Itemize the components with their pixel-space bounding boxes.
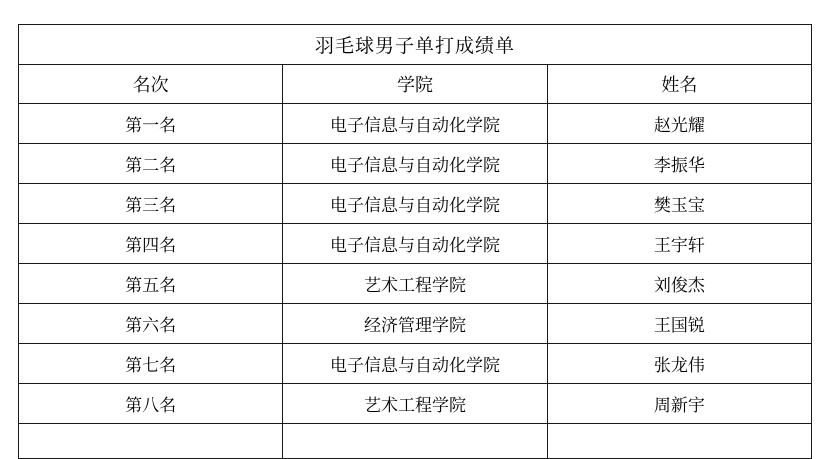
column-header-college: 学院 <box>283 65 547 104</box>
table-header-row <box>19 65 812 104</box>
table-row <box>19 184 812 224</box>
cell-college: 经济管理学院 <box>283 304 547 344</box>
cell-college: 电子信息与自动化学院 <box>283 144 547 184</box>
cell-college: 电子信息与自动化学院 <box>283 224 547 264</box>
cell-name: 王国锐 <box>547 304 811 344</box>
table-title: 羽毛球男子单打成绩单 <box>19 25 812 65</box>
cell-name: 赵光耀 <box>547 104 811 144</box>
cell-name: 樊玉宝 <box>547 184 811 224</box>
column-header-rank: 名次 <box>19 65 283 104</box>
cell-college: 电子信息与自动化学院 <box>283 344 547 384</box>
cell-college <box>283 424 547 459</box>
results-table <box>18 24 812 459</box>
cell-rank: 第五名 <box>19 264 283 304</box>
cell-name: 刘俊杰 <box>547 264 811 304</box>
column-header-name: 姓名 <box>547 65 811 104</box>
cell-rank: 第三名 <box>19 184 283 224</box>
cell-name: 张龙伟 <box>547 344 811 384</box>
cell-rank: 第四名 <box>19 224 283 264</box>
cell-rank: 第七名 <box>19 344 283 384</box>
cell-rank: 第八名 <box>19 384 283 424</box>
cell-college: 电子信息与自动化学院 <box>283 184 547 224</box>
table-row <box>19 344 812 384</box>
cell-name: 周新宇 <box>547 384 811 424</box>
cell-rank <box>19 424 283 459</box>
table-row <box>19 224 812 264</box>
cell-rank: 第一名 <box>19 104 283 144</box>
table-row-empty <box>19 424 812 459</box>
results-table-container <box>18 24 812 459</box>
cell-college: 电子信息与自动化学院 <box>283 104 547 144</box>
table-row <box>19 104 812 144</box>
table-row <box>19 264 812 304</box>
table-row <box>19 384 812 424</box>
cell-college: 艺术工程学院 <box>283 264 547 304</box>
cell-college: 艺术工程学院 <box>283 384 547 424</box>
table-row <box>19 304 812 344</box>
cell-name <box>547 424 811 459</box>
cell-name: 王宇轩 <box>547 224 811 264</box>
table-row <box>19 144 812 184</box>
table-title-row <box>19 25 812 65</box>
cell-rank: 第六名 <box>19 304 283 344</box>
cell-name: 李振华 <box>547 144 811 184</box>
cell-rank: 第二名 <box>19 144 283 184</box>
